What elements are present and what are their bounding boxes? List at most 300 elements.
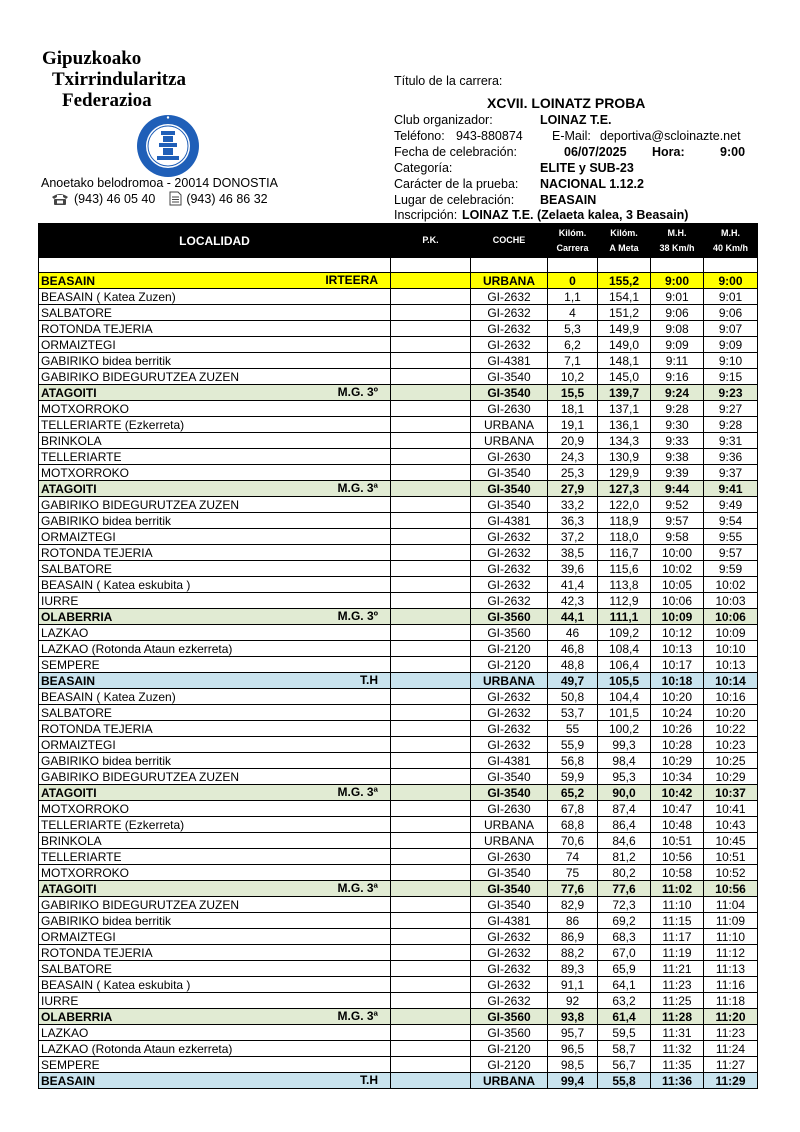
cell-kilom-meta: 69,2	[598, 913, 651, 929]
table-row	[39, 481, 758, 497]
localidad-name: GABIRIKO bidea berritik	[41, 753, 172, 768]
cell-pk	[391, 465, 471, 481]
cell-localidad	[39, 753, 391, 769]
localidad-name: BEASAIN	[41, 273, 96, 288]
cell-mh-40: 9:09	[704, 337, 758, 353]
cell-localidad	[39, 913, 391, 929]
cell-kilom-meta: 145,0	[598, 369, 651, 385]
cell-mh-40: 9:28	[704, 417, 758, 433]
cell-kilom-meta: 67,0	[598, 945, 651, 961]
cell-kilom-carrera: 38,5	[548, 545, 598, 561]
cell-localidad	[39, 993, 391, 1009]
cell-localidad	[39, 497, 391, 513]
cell-pk	[391, 337, 471, 353]
table-row	[39, 673, 758, 689]
cell-kilom-carrera: 46	[548, 625, 598, 641]
cell-coche: GI-3540	[471, 465, 548, 481]
localidad-name: LAZKAO	[41, 1025, 89, 1040]
cell-kilom-carrera: 93,8	[548, 1009, 598, 1025]
cell-kilom-meta: 105,5	[598, 673, 651, 689]
cell-coche: GI-3560	[471, 1009, 548, 1025]
cell-coche: GI-2632	[471, 529, 548, 545]
cell-kilom-carrera: 4	[548, 305, 598, 321]
cell-coche: GI-2632	[471, 561, 548, 577]
cell-kilom-carrera: 48,8	[548, 657, 598, 673]
header-pk: P.K.	[391, 224, 471, 258]
cell-mh-40: 9:57	[704, 545, 758, 561]
localidad-name: IURRE	[41, 593, 79, 608]
cell-mh-40: 9:06	[704, 305, 758, 321]
place-label: Lugar de celebración:	[394, 193, 515, 207]
cell-mh-40: 9:27	[704, 401, 758, 417]
cell-mh-40: 10:25	[704, 753, 758, 769]
localidad-name: BEASAIN ( Katea eskubita )	[41, 977, 191, 992]
cell-kilom-carrera: 96,5	[548, 1041, 598, 1057]
cell-kilom-carrera: 27,9	[548, 481, 598, 497]
table-row	[39, 753, 758, 769]
cell-localidad	[39, 385, 391, 401]
cell-pk	[391, 817, 471, 833]
cell-pk	[391, 1057, 471, 1073]
cell-mh-38: 10:20	[651, 689, 704, 705]
cell-kilom-carrera: 7,1	[548, 353, 598, 369]
cell-kilom-carrera: 42,3	[548, 593, 598, 609]
cell-kilom-meta: 65,9	[598, 961, 651, 977]
cell-coche: GI-2120	[471, 1041, 548, 1057]
federation-name-line1: Gipuzkoako	[42, 48, 142, 69]
federation-name	[42, 48, 186, 111]
localidad-name: ROTONDA TEJERIA	[41, 721, 153, 736]
cell-mh-40: 10:56	[704, 881, 758, 897]
cell-mh-38: 10:42	[651, 785, 704, 801]
table-row	[39, 865, 758, 881]
cell-mh-40: 10:22	[704, 721, 758, 737]
cell-kilom-meta: 104,4	[598, 689, 651, 705]
cell-pk	[391, 369, 471, 385]
localidad-tag: M.G. 3ª	[337, 881, 378, 895]
cell-localidad	[39, 593, 391, 609]
cell-mh-40: 9:49	[704, 497, 758, 513]
cell-pk	[391, 529, 471, 545]
table-row	[39, 593, 758, 609]
cell-mh-38: 11:28	[651, 1009, 704, 1025]
cell-pk	[391, 849, 471, 865]
cell-kilom-carrera: 86	[548, 913, 598, 929]
cell-kilom-meta: 86,4	[598, 817, 651, 833]
cell-kilom-meta: 106,4	[598, 657, 651, 673]
cell-mh-40: 10:13	[704, 657, 758, 673]
cell-mh-40: 9:54	[704, 513, 758, 529]
header-kilom-meta-bottom: A Meta	[609, 242, 639, 253]
cell-kilom-meta: 101,5	[598, 705, 651, 721]
cell-kilom-carrera: 36,3	[548, 513, 598, 529]
cell-coche: GI-2632	[471, 721, 548, 737]
itinerary-body	[39, 258, 758, 1089]
table-row	[39, 465, 758, 481]
localidad-tag: T.H	[360, 673, 378, 687]
cell-kilom-meta: 118,0	[598, 529, 651, 545]
cell-kilom-carrera: 98,5	[548, 1057, 598, 1073]
table-row	[39, 1041, 758, 1057]
cell-pk	[391, 433, 471, 449]
cell-mh-38: 11:02	[651, 881, 704, 897]
cell-pk	[391, 545, 471, 561]
table-row	[39, 625, 758, 641]
cell-kilom-meta: 98,4	[598, 753, 651, 769]
localidad-name: BEASAIN	[41, 673, 96, 688]
cell-kilom-carrera: 37,2	[548, 529, 598, 545]
table-row	[39, 705, 758, 721]
localidad-name: SALBATORE	[41, 305, 112, 320]
cell-coche: GI-2120	[471, 641, 548, 657]
cell-kilom-meta: 55,8	[598, 1073, 651, 1089]
race-place: BEASAIN	[540, 193, 597, 207]
cell-localidad	[39, 337, 391, 353]
cell-localidad	[39, 833, 391, 849]
cell-mh-38: 10:48	[651, 817, 704, 833]
cell-coche: GI-2632	[471, 593, 548, 609]
cell-mh-40: 11:12	[704, 945, 758, 961]
cell-kilom-carrera: 95,7	[548, 1025, 598, 1041]
cell-mh-40: 10:20	[704, 705, 758, 721]
race-inscription: LOINAZ T.E. (Zelaeta kalea, 3 Beasain)	[462, 208, 689, 222]
race-category: ELITE y SUB-23	[540, 161, 634, 175]
table-row	[39, 737, 758, 753]
cell-mh-38: 9:16	[651, 369, 704, 385]
cell-coche: GI-2632	[471, 321, 548, 337]
cell-kilom-meta: 127,3	[598, 481, 651, 497]
cell-kilom-meta: 113,8	[598, 577, 651, 593]
cell-mh-40: 10:02	[704, 577, 758, 593]
race-title-label: Título de la carrera:	[394, 74, 503, 88]
cell-pk	[391, 305, 471, 321]
race-character: NACIONAL 1.12.2	[540, 177, 644, 191]
localidad-tag: M.G. 3ª	[337, 1009, 378, 1023]
federation-name-line2: Txirrindularitza	[52, 69, 187, 90]
cell-mh-40: 10:10	[704, 641, 758, 657]
table-row	[39, 657, 758, 673]
table-row	[39, 801, 758, 817]
cell-mh-38: 11:31	[651, 1025, 704, 1041]
cell-mh-38: 11:25	[651, 993, 704, 1009]
character-label: Carácter de la prueba:	[394, 177, 519, 191]
cell-coche: GI-2120	[471, 1057, 548, 1073]
cell-pk	[391, 481, 471, 497]
cell-coche: GI-2632	[471, 737, 548, 753]
spacer-row	[39, 258, 758, 273]
table-row	[39, 785, 758, 801]
header-kilom-carrera-top: Kilóm.	[558, 227, 587, 238]
localidad-name: ROTONDA TEJERIA	[41, 945, 153, 960]
cell-localidad	[39, 1009, 391, 1025]
cell-localidad	[39, 1025, 391, 1041]
table-row	[39, 897, 758, 913]
cell-localidad	[39, 545, 391, 561]
table-row	[39, 929, 758, 945]
cell-coche: GI-3560	[471, 625, 548, 641]
cell-coche: URBANA	[471, 833, 548, 849]
cell-localidad	[39, 817, 391, 833]
cell-mh-38: 9:09	[651, 337, 704, 353]
cell-mh-40: 11:09	[704, 913, 758, 929]
cell-kilom-carrera: 20,9	[548, 433, 598, 449]
date-label: Fecha de celebración:	[394, 145, 517, 159]
cell-mh-38: 9:52	[651, 497, 704, 513]
cell-localidad	[39, 929, 391, 945]
cell-mh-40: 9:36	[704, 449, 758, 465]
cell-localidad	[39, 865, 391, 881]
race-date: 06/07/2025	[564, 145, 627, 159]
table-row	[39, 305, 758, 321]
cell-mh-40: 9:00	[704, 273, 758, 289]
cell-kilom-meta: 109,2	[598, 625, 651, 641]
cell-kilom-meta: 136,1	[598, 417, 651, 433]
cell-kilom-carrera: 0	[548, 273, 598, 289]
cell-pk	[391, 801, 471, 817]
table-row	[39, 353, 758, 369]
table-row	[39, 577, 758, 593]
cell-localidad	[39, 433, 391, 449]
cell-pk	[391, 497, 471, 513]
cell-pk	[391, 1025, 471, 1041]
cell-pk	[391, 417, 471, 433]
cell-mh-38: 10:02	[651, 561, 704, 577]
cell-coche: URBANA	[471, 1073, 548, 1089]
cell-kilom-carrera: 24,3	[548, 449, 598, 465]
cell-coche: URBANA	[471, 417, 548, 433]
cell-coche: GI-2632	[471, 289, 548, 305]
localidad-name: GABIRIKO bidea berritik	[41, 513, 172, 528]
cell-pk	[391, 641, 471, 657]
cell-kilom-carrera: 89,3	[548, 961, 598, 977]
cell-coche: GI-4381	[471, 753, 548, 769]
cell-mh-40: 10:52	[704, 865, 758, 881]
cell-mh-38: 10:09	[651, 609, 704, 625]
cell-kilom-carrera: 19,1	[548, 417, 598, 433]
table-row	[39, 401, 758, 417]
cell-coche: GI-2630	[471, 801, 548, 817]
cell-kilom-meta: 63,2	[598, 993, 651, 1009]
cell-kilom-meta: 116,7	[598, 545, 651, 561]
cell-kilom-carrera: 33,2	[548, 497, 598, 513]
cell-kilom-meta: 139,7	[598, 385, 651, 401]
table-row	[39, 833, 758, 849]
cell-mh-40: 11:24	[704, 1041, 758, 1057]
cell-coche: GI-3540	[471, 369, 548, 385]
cell-kilom-carrera: 46,8	[548, 641, 598, 657]
cell-mh-40: 9:01	[704, 289, 758, 305]
cell-pk	[391, 785, 471, 801]
cell-kilom-meta: 149,9	[598, 321, 651, 337]
localidad-name: OLABERRIA	[41, 1009, 113, 1024]
table-row	[39, 769, 758, 785]
cell-coche: GI-3560	[471, 1025, 548, 1041]
header-mh-38	[651, 224, 704, 258]
fax-icon	[169, 191, 182, 206]
fax-contact	[169, 191, 267, 206]
localidad-name: ATAGOITI	[41, 785, 97, 800]
cell-localidad	[39, 721, 391, 737]
cell-mh-38: 10:34	[651, 769, 704, 785]
cell-mh-40: 9:10	[704, 353, 758, 369]
cell-localidad	[39, 577, 391, 593]
cell-kilom-meta: 95,3	[598, 769, 651, 785]
localidad-name: GABIRIKO bidea berritik	[41, 913, 172, 928]
localidad-name: TELLERIARTE (Ezkerreta)	[41, 817, 185, 832]
cell-kilom-meta: 112,9	[598, 593, 651, 609]
header-kilom-carrera	[548, 224, 598, 258]
cell-coche: GI-3540	[471, 497, 548, 513]
cell-kilom-meta: 155,2	[598, 273, 651, 289]
cell-kilom-carrera: 59,9	[548, 769, 598, 785]
cell-mh-38: 9:06	[651, 305, 704, 321]
cell-pk	[391, 625, 471, 641]
cell-kilom-carrera: 67,8	[548, 801, 598, 817]
federation-address: Anoetako belodromoa - 20014 DONOSTIA	[41, 176, 278, 190]
cell-localidad	[39, 785, 391, 801]
table-row	[39, 961, 758, 977]
cell-coche: URBANA	[471, 433, 548, 449]
table-row	[39, 881, 758, 897]
cell-coche: GI-2632	[471, 689, 548, 705]
localidad-name: BEASAIN ( Katea eskubita )	[41, 577, 191, 592]
phone-contact	[50, 192, 155, 206]
cell-kilom-meta: 72,3	[598, 897, 651, 913]
cell-pk	[391, 577, 471, 593]
cell-mh-38: 10:18	[651, 673, 704, 689]
cell-coche: GI-2632	[471, 545, 548, 561]
cell-coche: GI-3540	[471, 881, 548, 897]
cell-kilom-meta: 61,4	[598, 1009, 651, 1025]
cell-mh-40: 9:31	[704, 433, 758, 449]
cell-coche: GI-4381	[471, 353, 548, 369]
cell-coche: GI-3560	[471, 609, 548, 625]
itinerary-table	[38, 223, 758, 1089]
localidad-tag: M.G. 3º	[337, 385, 378, 399]
localidad-name: GABIRIKO BIDEGURUTZEA ZUZEN	[41, 497, 240, 512]
table-row	[39, 369, 758, 385]
cell-localidad	[39, 289, 391, 305]
cell-mh-38: 10:06	[651, 593, 704, 609]
cell-kilom-carrera: 82,9	[548, 897, 598, 913]
cell-kilom-carrera: 68,8	[548, 817, 598, 833]
cell-kilom-meta: 134,3	[598, 433, 651, 449]
cell-mh-38: 9:39	[651, 465, 704, 481]
cell-coche: GI-3540	[471, 785, 548, 801]
cell-pk	[391, 1073, 471, 1089]
table-row	[39, 561, 758, 577]
cell-kilom-carrera: 55,9	[548, 737, 598, 753]
cell-mh-38: 9:11	[651, 353, 704, 369]
cell-kilom-meta: 90,0	[598, 785, 651, 801]
cell-localidad	[39, 689, 391, 705]
cell-kilom-carrera: 25,3	[548, 465, 598, 481]
cell-pk	[391, 657, 471, 673]
phone-label: Teléfono:	[394, 129, 445, 143]
header-kilom-meta-top: Kilóm.	[610, 227, 638, 238]
cell-kilom-carrera: 75	[548, 865, 598, 881]
cell-pk	[391, 449, 471, 465]
cell-mh-38: 9:33	[651, 433, 704, 449]
cell-mh-38: 11:32	[651, 1041, 704, 1057]
cell-mh-40: 10:09	[704, 625, 758, 641]
localidad-name: ORMAIZTEGI	[41, 737, 116, 752]
cell-localidad	[39, 353, 391, 369]
table-row	[39, 977, 758, 993]
category-label: Categoría:	[394, 161, 453, 175]
cell-mh-38: 10:12	[651, 625, 704, 641]
cell-kilom-meta: 130,9	[598, 449, 651, 465]
cell-mh-40: 9:41	[704, 481, 758, 497]
cell-mh-38: 11:15	[651, 913, 704, 929]
cell-kilom-carrera: 55	[548, 721, 598, 737]
cell-mh-40: 10:29	[704, 769, 758, 785]
cell-localidad	[39, 849, 391, 865]
cell-localidad	[39, 305, 391, 321]
cell-mh-40: 10:51	[704, 849, 758, 865]
cell-mh-40: 9:55	[704, 529, 758, 545]
cell-pk	[391, 561, 471, 577]
table-row	[39, 273, 758, 289]
club-email[interactable]: deportiva@scloinazte.net	[600, 129, 741, 143]
header-mh-40	[704, 224, 758, 258]
cell-mh-40: 11:20	[704, 1009, 758, 1025]
header-mh-40-bottom: 40 Km/h	[712, 242, 748, 253]
table-row	[39, 497, 758, 513]
cell-pk	[391, 705, 471, 721]
phone-icon	[50, 192, 70, 206]
cell-kilom-carrera: 15,5	[548, 385, 598, 401]
cell-coche: URBANA	[471, 817, 548, 833]
cell-kilom-carrera: 41,4	[548, 577, 598, 593]
cell-pk	[391, 929, 471, 945]
cell-localidad	[39, 609, 391, 625]
cell-pk	[391, 273, 471, 289]
localidad-name: TELLERIARTE (Ezkerreta)	[41, 417, 185, 432]
cell-localidad	[39, 561, 391, 577]
cell-pk	[391, 289, 471, 305]
table-row	[39, 641, 758, 657]
cell-mh-38: 10:24	[651, 705, 704, 721]
cell-pk	[391, 897, 471, 913]
cell-mh-38: 10:26	[651, 721, 704, 737]
cell-kilom-meta: 81,2	[598, 849, 651, 865]
cell-mh-40: 11:10	[704, 929, 758, 945]
cell-coche: GI-2632	[471, 961, 548, 977]
cell-pk	[391, 769, 471, 785]
localidad-name: MOTXORROKO	[41, 865, 130, 880]
cell-mh-38: 9:30	[651, 417, 704, 433]
cell-kilom-carrera: 56,8	[548, 753, 598, 769]
cell-kilom-carrera: 18,1	[548, 401, 598, 417]
race-title: XCVII. LOINATZ PROBA	[487, 95, 646, 111]
localidad-name: ROTONDA TEJERIA	[41, 545, 153, 560]
cell-mh-40: 10:45	[704, 833, 758, 849]
localidad-name: SEMPERE	[41, 657, 100, 672]
cell-kilom-meta: 84,6	[598, 833, 651, 849]
table-row	[39, 1009, 758, 1025]
cell-coche: GI-2630	[471, 401, 548, 417]
cell-localidad	[39, 801, 391, 817]
localidad-name: SALBATORE	[41, 961, 112, 976]
cell-mh-38: 10:56	[651, 849, 704, 865]
cell-localidad	[39, 673, 391, 689]
cell-coche: GI-4381	[471, 513, 548, 529]
header-kilom-meta	[598, 224, 651, 258]
federation-name-line3: Federazioa	[62, 90, 152, 111]
localidad-name: BRINKOLA	[41, 833, 102, 848]
localidad-name: GABIRIKO BIDEGURUTZEA ZUZEN	[41, 897, 240, 912]
